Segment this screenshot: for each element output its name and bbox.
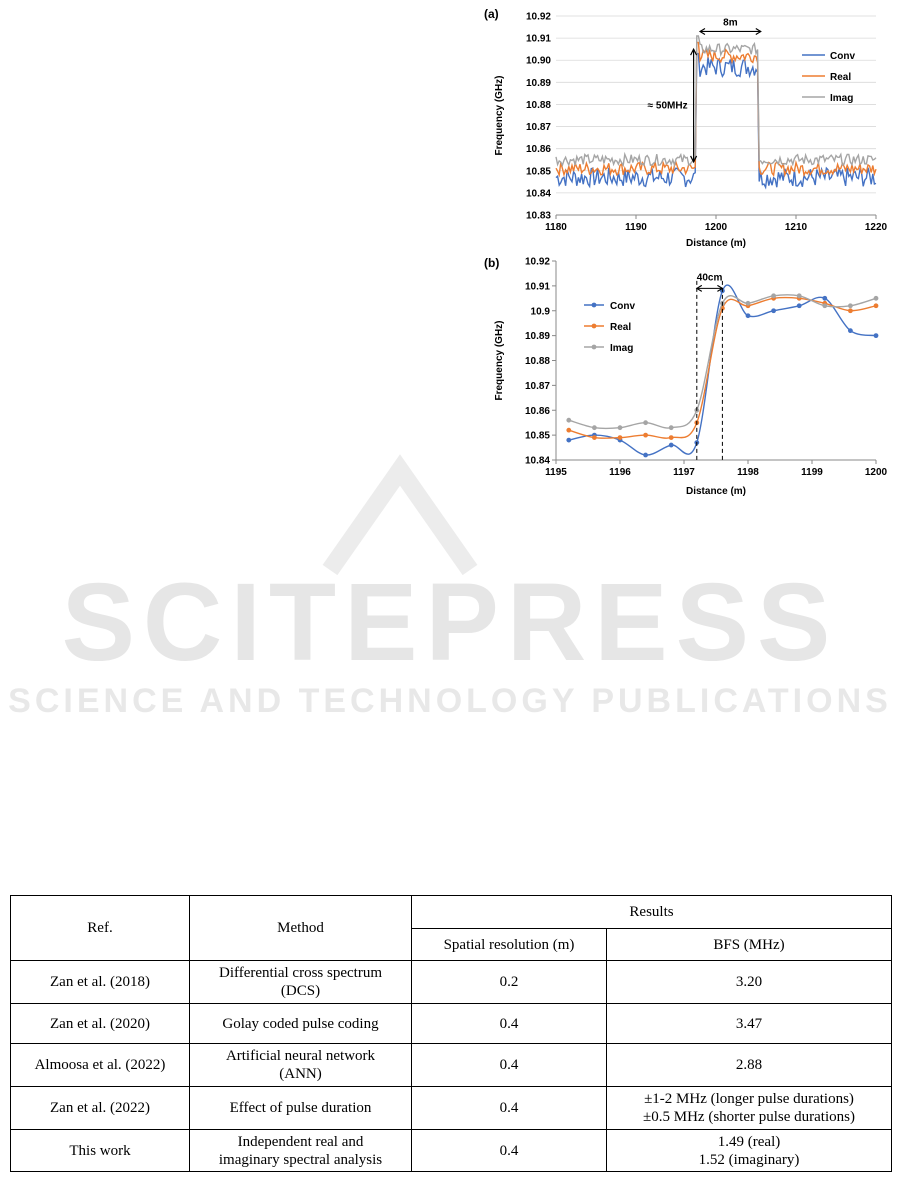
cell-ref: Zan et al. (2018) bbox=[11, 961, 190, 1004]
watermark-tagline: SCIENCE AND TECHNOLOGY PUBLICATIONS bbox=[8, 682, 892, 720]
width-annotation-b: 40cm bbox=[696, 272, 723, 284]
y-tick-label: 10.89 bbox=[524, 331, 550, 343]
cell-bfs-line: 1.49 (real) bbox=[717, 1133, 781, 1150]
data-point-conv bbox=[874, 333, 879, 338]
data-point-conv bbox=[771, 308, 776, 313]
axes-a bbox=[526, 12, 888, 234]
x-axis-label-b: Distance (m) bbox=[685, 486, 747, 497]
cell-bfs-line: ±0.5 MHz (shorter pulse durations) bbox=[643, 1109, 855, 1125]
header-spatial-resolution: Spatial resolution (m) bbox=[412, 929, 607, 961]
width-annotation-a: 8m bbox=[723, 17, 738, 29]
data-point-imag bbox=[797, 293, 802, 298]
legend-label: Imag bbox=[830, 93, 854, 104]
panel-label-b: (b) bbox=[484, 256, 500, 270]
cell-ref: This work bbox=[11, 1130, 190, 1172]
cell-method bbox=[190, 1087, 412, 1130]
y-tick-label: 10.85 bbox=[525, 166, 551, 178]
data-point-imag bbox=[848, 303, 853, 308]
x-tick-label: 1196 bbox=[609, 467, 631, 478]
panel-label-a: (a) bbox=[484, 7, 499, 21]
cell-ref: Zan et al. (2022) bbox=[11, 1087, 190, 1130]
data-point-imag bbox=[746, 301, 751, 306]
y-axis-label-a: Frequency (GHz) bbox=[494, 75, 505, 156]
table-row bbox=[11, 961, 892, 1004]
x-tick-label: 1195 bbox=[545, 467, 567, 478]
cell-method-line: Artificial neural network bbox=[225, 1048, 376, 1064]
data-point-conv bbox=[669, 443, 674, 448]
watermark-brand: SCITEPRESS bbox=[61, 561, 839, 684]
legend-marker bbox=[592, 345, 597, 350]
table-row bbox=[11, 1087, 892, 1130]
table-row bbox=[11, 1044, 892, 1087]
cell-bfs bbox=[607, 1087, 892, 1130]
y-axis-label-b: Frequency (GHz) bbox=[494, 320, 505, 401]
legend-b bbox=[584, 301, 635, 354]
header-bfs: BFS (MHz) bbox=[607, 929, 892, 961]
y-tick-label: 10.88 bbox=[525, 99, 551, 111]
data-point-real bbox=[669, 435, 674, 440]
y-tick-label: 10.91 bbox=[524, 281, 550, 293]
cell-ref: Zan et al. (2020) bbox=[11, 1004, 190, 1044]
y-tick-label: 10.85 bbox=[524, 430, 550, 442]
x-tick-label: 1200 bbox=[704, 222, 728, 233]
data-point-imag bbox=[771, 293, 776, 298]
cell-spatial-resolution: 0.4 bbox=[412, 1004, 607, 1044]
legend-marker bbox=[592, 303, 597, 308]
cell-method-line: Golay coded pulse coding bbox=[222, 1015, 379, 1032]
cell-method-line: (ANN) bbox=[279, 1066, 322, 1082]
cell-spatial-resolution: 0.4 bbox=[412, 1130, 607, 1172]
cell-method-line: imaginary spectral analysis bbox=[218, 1151, 383, 1168]
legend-label: Conv bbox=[610, 301, 635, 312]
y-tick-label: 10.83 bbox=[525, 210, 551, 222]
y-tick-label: 10.88 bbox=[524, 356, 550, 367]
y-tick-label: 10.9 bbox=[530, 306, 550, 318]
cell-bfs bbox=[607, 1044, 892, 1087]
header-ref: Ref. bbox=[11, 896, 190, 961]
cell-method-line: Independent real and bbox=[237, 1133, 364, 1150]
table-body bbox=[11, 961, 892, 1172]
legend-label: Real bbox=[610, 322, 632, 333]
data-point-imag bbox=[618, 425, 623, 430]
cell-bfs-line: 3.47 bbox=[735, 1015, 763, 1032]
comparison-table bbox=[10, 895, 892, 1172]
legend-a bbox=[802, 51, 855, 104]
x-tick-label: 1199 bbox=[801, 467, 823, 478]
data-point-conv bbox=[746, 313, 751, 318]
data-point-imag bbox=[822, 303, 827, 308]
y-tick-label: 10.84 bbox=[525, 188, 551, 200]
data-point-real bbox=[874, 303, 879, 308]
x-tick-label: 1220 bbox=[864, 222, 888, 233]
cell-method-line: (DCS) bbox=[280, 983, 321, 999]
x-tick-label: 1180 bbox=[545, 222, 567, 233]
cell-spatial-resolution: 0.4 bbox=[412, 1087, 607, 1130]
data-point-real bbox=[848, 308, 853, 313]
table-row bbox=[11, 1004, 892, 1044]
x-tick-label: 1200 bbox=[864, 467, 888, 478]
data-point-imag bbox=[592, 425, 597, 430]
chart-a bbox=[480, 0, 890, 250]
legend-label: Real bbox=[830, 72, 852, 83]
cell-bfs-line: 2.88 bbox=[735, 1057, 763, 1073]
grid-a bbox=[556, 16, 876, 215]
cell-method-line: Effect of pulse duration bbox=[229, 1100, 372, 1116]
y-tick-label: 10.91 bbox=[525, 33, 551, 45]
x-tick-label: 1210 bbox=[784, 222, 808, 233]
data-point-conv bbox=[822, 296, 827, 301]
cell-method bbox=[190, 961, 412, 1004]
height-annotation-a: ≈ 50MHz bbox=[647, 100, 688, 112]
data-point-real bbox=[566, 428, 571, 433]
y-tick-label: 10.90 bbox=[525, 55, 551, 67]
cell-bfs-line: 1.52 (imaginary) bbox=[698, 1151, 800, 1168]
y-tick-label: 10.89 bbox=[525, 77, 551, 89]
data-point-real bbox=[592, 435, 597, 440]
data-point-imag bbox=[669, 425, 674, 430]
x-tick-label: 1190 bbox=[625, 222, 647, 233]
axes-b bbox=[525, 257, 888, 479]
cell-bfs bbox=[607, 961, 892, 1004]
data-point-conv bbox=[797, 303, 802, 308]
data-point-imag bbox=[643, 420, 648, 425]
x-tick-label: 1198 bbox=[737, 467, 759, 478]
cell-method bbox=[190, 1130, 412, 1172]
x-tick-label: 1197 bbox=[673, 467, 695, 478]
cell-method bbox=[190, 1044, 412, 1087]
y-tick-label: 10.86 bbox=[525, 144, 551, 156]
y-tick-label: 10.86 bbox=[524, 405, 550, 417]
data-point-imag bbox=[566, 418, 571, 423]
cell-spatial-resolution: 0.2 bbox=[412, 961, 607, 1004]
y-tick-label: 10.84 bbox=[524, 455, 550, 467]
table-header-row bbox=[11, 896, 892, 929]
y-tick-label: 10.92 bbox=[524, 256, 550, 268]
table-row bbox=[11, 1130, 892, 1172]
chart-b bbox=[480, 250, 890, 500]
header-results: Results bbox=[412, 896, 892, 929]
data-point-conv bbox=[643, 453, 648, 458]
cell-method bbox=[190, 1004, 412, 1044]
series-line-real bbox=[556, 43, 876, 176]
y-tick-label: 10.87 bbox=[524, 380, 550, 392]
data-point-real bbox=[643, 433, 648, 438]
data-point-conv bbox=[848, 328, 853, 333]
cell-bfs-line: 3.20 bbox=[735, 974, 763, 990]
y-tick-label: 10.87 bbox=[525, 122, 551, 134]
cell-ref: Almoosa et al. (2022) bbox=[11, 1044, 190, 1087]
data-point-real bbox=[618, 435, 623, 440]
legend-marker bbox=[592, 324, 597, 329]
legend-label: Conv bbox=[830, 51, 855, 62]
series-lines-a bbox=[556, 36, 876, 187]
watermark-logo-shape bbox=[330, 470, 470, 570]
cell-bfs bbox=[607, 1004, 892, 1044]
cell-spatial-resolution: 0.4 bbox=[412, 1044, 607, 1087]
data-point-conv bbox=[566, 438, 571, 443]
cell-bfs-line: ±1-2 MHz (longer pulse durations) bbox=[644, 1091, 854, 1107]
cell-method-line: Differential cross spectrum bbox=[218, 965, 382, 981]
annotations-a bbox=[648, 17, 761, 161]
header-method: Method bbox=[190, 896, 412, 961]
y-tick-label: 10.92 bbox=[525, 11, 551, 23]
cell-bfs bbox=[607, 1130, 892, 1172]
x-axis-label-a: Distance (m) bbox=[685, 238, 747, 249]
data-point-imag bbox=[874, 296, 879, 301]
legend-label: Imag bbox=[610, 343, 634, 354]
